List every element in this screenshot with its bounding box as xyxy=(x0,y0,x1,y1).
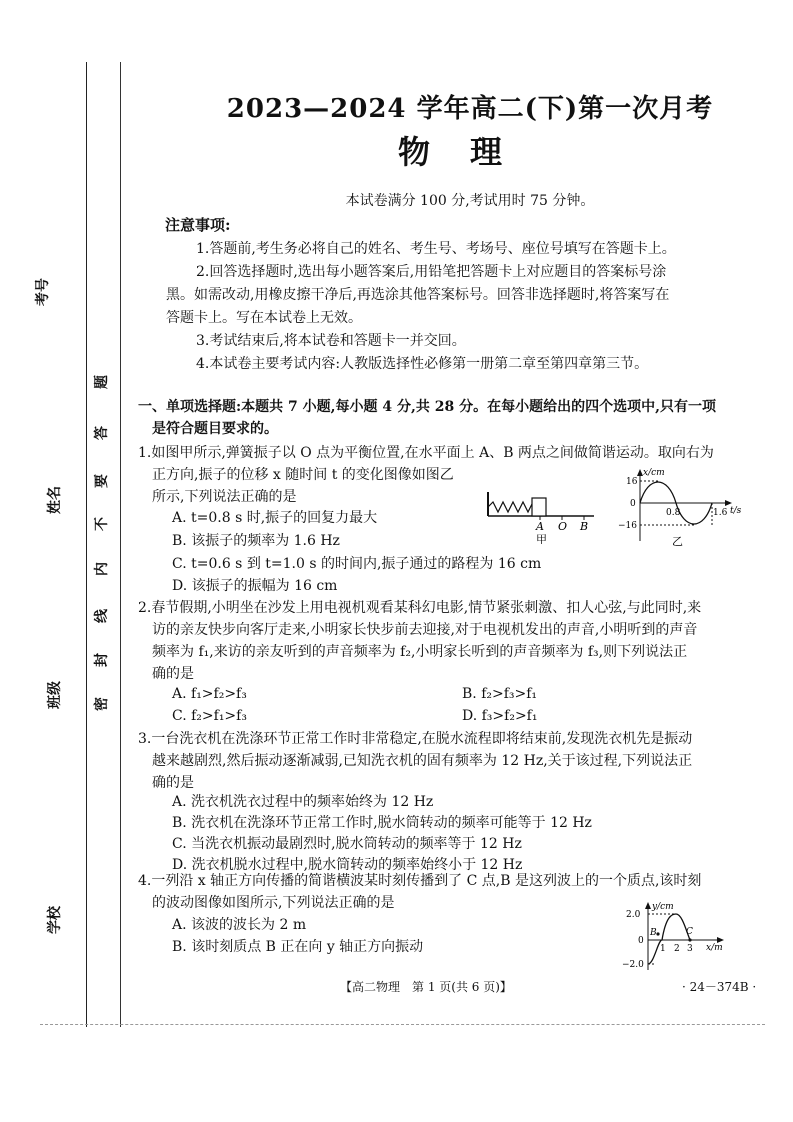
name-field: 姓名 xyxy=(47,486,63,514)
label-a: A xyxy=(536,520,544,533)
class-field: 班级 xyxy=(47,681,63,709)
label-b: B xyxy=(650,928,657,938)
notice-item: 1.答题前,考生务必将自己的姓名、考生号、考场号、座位号填写在答题卡上。 xyxy=(196,241,676,257)
notice-item: 2.回答选择题时,选出每小题答案后,用铅笔把答题卡上对应题目的答案标号涂 xyxy=(196,264,667,280)
y-label: x/cm xyxy=(643,468,665,478)
question-2-stem: 2.春节假期,小明坐在沙发上用电视机观看某科幻电影,情节紧张刺激、扣人心弦,与此同时,来 访的亲友快步向客厅走来,小明家长快步前去迎接,对于电视机发出的声音,小明听到的声音 频率为 f₁,来访的亲友听到的声音频率为 f₂,小明家长听到的声音频率为 f₃,则下列说法正 确的是 xyxy=(138,600,702,682)
seal-char: 题 xyxy=(94,375,110,389)
spring xyxy=(488,502,537,512)
label-c: C xyxy=(686,927,693,937)
notice-item: 3.考试结束后,将本试卷和答题卡一并交回。 xyxy=(196,333,466,349)
seal-char: 要 xyxy=(94,474,110,488)
exam-info: 本试卷满分 100 分,考试用时 75 分钟。 xyxy=(345,193,595,209)
y-tick: 16 xyxy=(626,477,638,487)
x-tick: 3 xyxy=(687,944,693,954)
q4-figure-wave xyxy=(620,900,730,972)
q1-option-d: D. 该振子的振幅为 16 cm xyxy=(172,578,338,594)
binding-line-inner xyxy=(120,62,121,1027)
y-tick: 0 xyxy=(630,499,636,509)
y-label: y/cm xyxy=(652,902,674,912)
page-bottom-rule xyxy=(40,1024,765,1025)
y-arrow xyxy=(645,902,651,909)
x-label: t/s xyxy=(730,506,742,516)
caption-jia: 甲 xyxy=(536,533,547,544)
q2-option-b: B. f₂>f₃>f₁ xyxy=(462,686,538,702)
question-3-stem: 3.一台洗衣机在洗涤环节正常工作时非常稳定,在脱水流程即将结束前,发现洗衣机先是振动 越来越剧烈,然后振动逐渐减弱,已知洗衣机的固有频率为 12 Hz,关于该过程,下列说法正 确的是 xyxy=(138,731,693,791)
notice-heading: 注意事项: xyxy=(165,216,231,234)
x-tick: 0.8 xyxy=(666,508,681,518)
point-c xyxy=(688,938,691,941)
x-label: x/m xyxy=(706,943,723,953)
q4-option-b: B. 该时刻质点 B 正在向 y 轴正方向振动 xyxy=(172,939,424,955)
q3-option-d: D. 洗衣机脱水过程中,脱水筒转动的频率始终小于 12 Hz xyxy=(172,857,523,873)
exam-no-field: 考号 xyxy=(35,278,51,306)
point-b xyxy=(656,932,659,935)
label-o: O xyxy=(558,520,568,533)
subject-title: 物理 xyxy=(397,133,542,171)
seal-char: 密 xyxy=(94,697,110,711)
y-tick: −16 xyxy=(618,521,637,531)
seal-char: 内 xyxy=(94,562,110,576)
section-heading: 一、单项选择题:本题共 7 小题,每小题 4 分,共 28 分。在每小题给出的四个选项中,只有一项 是符合题目要求的。 xyxy=(138,399,716,437)
binding-line xyxy=(86,62,87,1027)
x-tick: 1.6 xyxy=(713,508,728,518)
block xyxy=(532,498,546,516)
q1-figure-spring xyxy=(482,488,602,544)
q4-option-a: A. 该波的波长为 2 m xyxy=(172,917,307,933)
notice-item: 答题卡上。写在本试卷上无效。 xyxy=(166,310,362,326)
y-tick: −2.0 xyxy=(622,960,644,970)
x-tick: 2 xyxy=(674,944,680,954)
q3-option-c: C. 当洗衣机振动最剧烈时,脱水筒转动的频率等于 12 Hz xyxy=(172,836,522,852)
wave-curve xyxy=(648,914,690,964)
question-4-stem: 4.一列沿 x 轴正方向传播的简谐横波某时刻传播到了 C 点,B 是这列波上的一个质点,该时刻 的波动图像如图所示,下列说法正确的是 xyxy=(138,873,702,911)
q2-option-c: C. f₂>f₁>f₃ xyxy=(172,708,247,724)
notice-item: 黑。如需改动,用橡皮擦干净后,再选涂其他答案标号。回答非选择题时,将答案写在 xyxy=(166,287,670,303)
seal-char: 答 xyxy=(94,426,110,440)
page-footer: 【高二物理 第 1 页(共 6 页)】 xyxy=(340,980,512,994)
q2-option-a: A. f₁>f₂>f₃ xyxy=(172,686,247,702)
school-field: 学校 xyxy=(47,906,63,934)
q1-figure-xt-graph xyxy=(618,465,748,549)
q3-option-b: B. 洗衣机在洗涤环节正常工作时,脱水筒转动的频率可能等于 12 Hz xyxy=(172,815,592,831)
x-tick: 1 xyxy=(660,944,666,954)
q1-option-a: A. t=0.8 s 时,振子的回复力最大 xyxy=(172,510,378,526)
q3-option-a: A. 洗衣机洗衣过程中的频率始终为 12 Hz xyxy=(172,794,434,810)
seal-char: 封 xyxy=(94,653,110,667)
notice-item: 4.本试卷主要考试内容:人教版选择性必修第一册第二章至第四章第三节。 xyxy=(196,356,649,372)
question-1-stem: 1.如图甲所示,弹簧振子以 O 点为平衡位置,在水平面上 A、B 两点之间做简谐运动。取向右为 正方向,振子的位移 x 随时间 t 的变化图像如图乙 所示,下列说法正确的是 xyxy=(138,445,714,505)
seal-char: 不 xyxy=(94,517,110,531)
exam-title: 2023—2024 学年高二(下)第一次月考 xyxy=(226,94,714,124)
q1-option-c: C. t=0.6 s 到 t=1.0 s 的时间内,振子通过的路程为 16 cm xyxy=(172,556,542,572)
seal-char: 线 xyxy=(94,609,110,623)
y-tick: 2.0 xyxy=(626,910,641,920)
q2-option-d: D. f₃>f₂>f₁ xyxy=(462,708,538,724)
label-b: B xyxy=(580,520,589,533)
y-tick: 0 xyxy=(638,936,644,946)
paper-code: · 24－374B · xyxy=(682,980,757,994)
caption-yi: 乙 xyxy=(672,535,683,548)
q1-option-b: B. 该振子的频率为 1.6 Hz xyxy=(172,533,340,549)
